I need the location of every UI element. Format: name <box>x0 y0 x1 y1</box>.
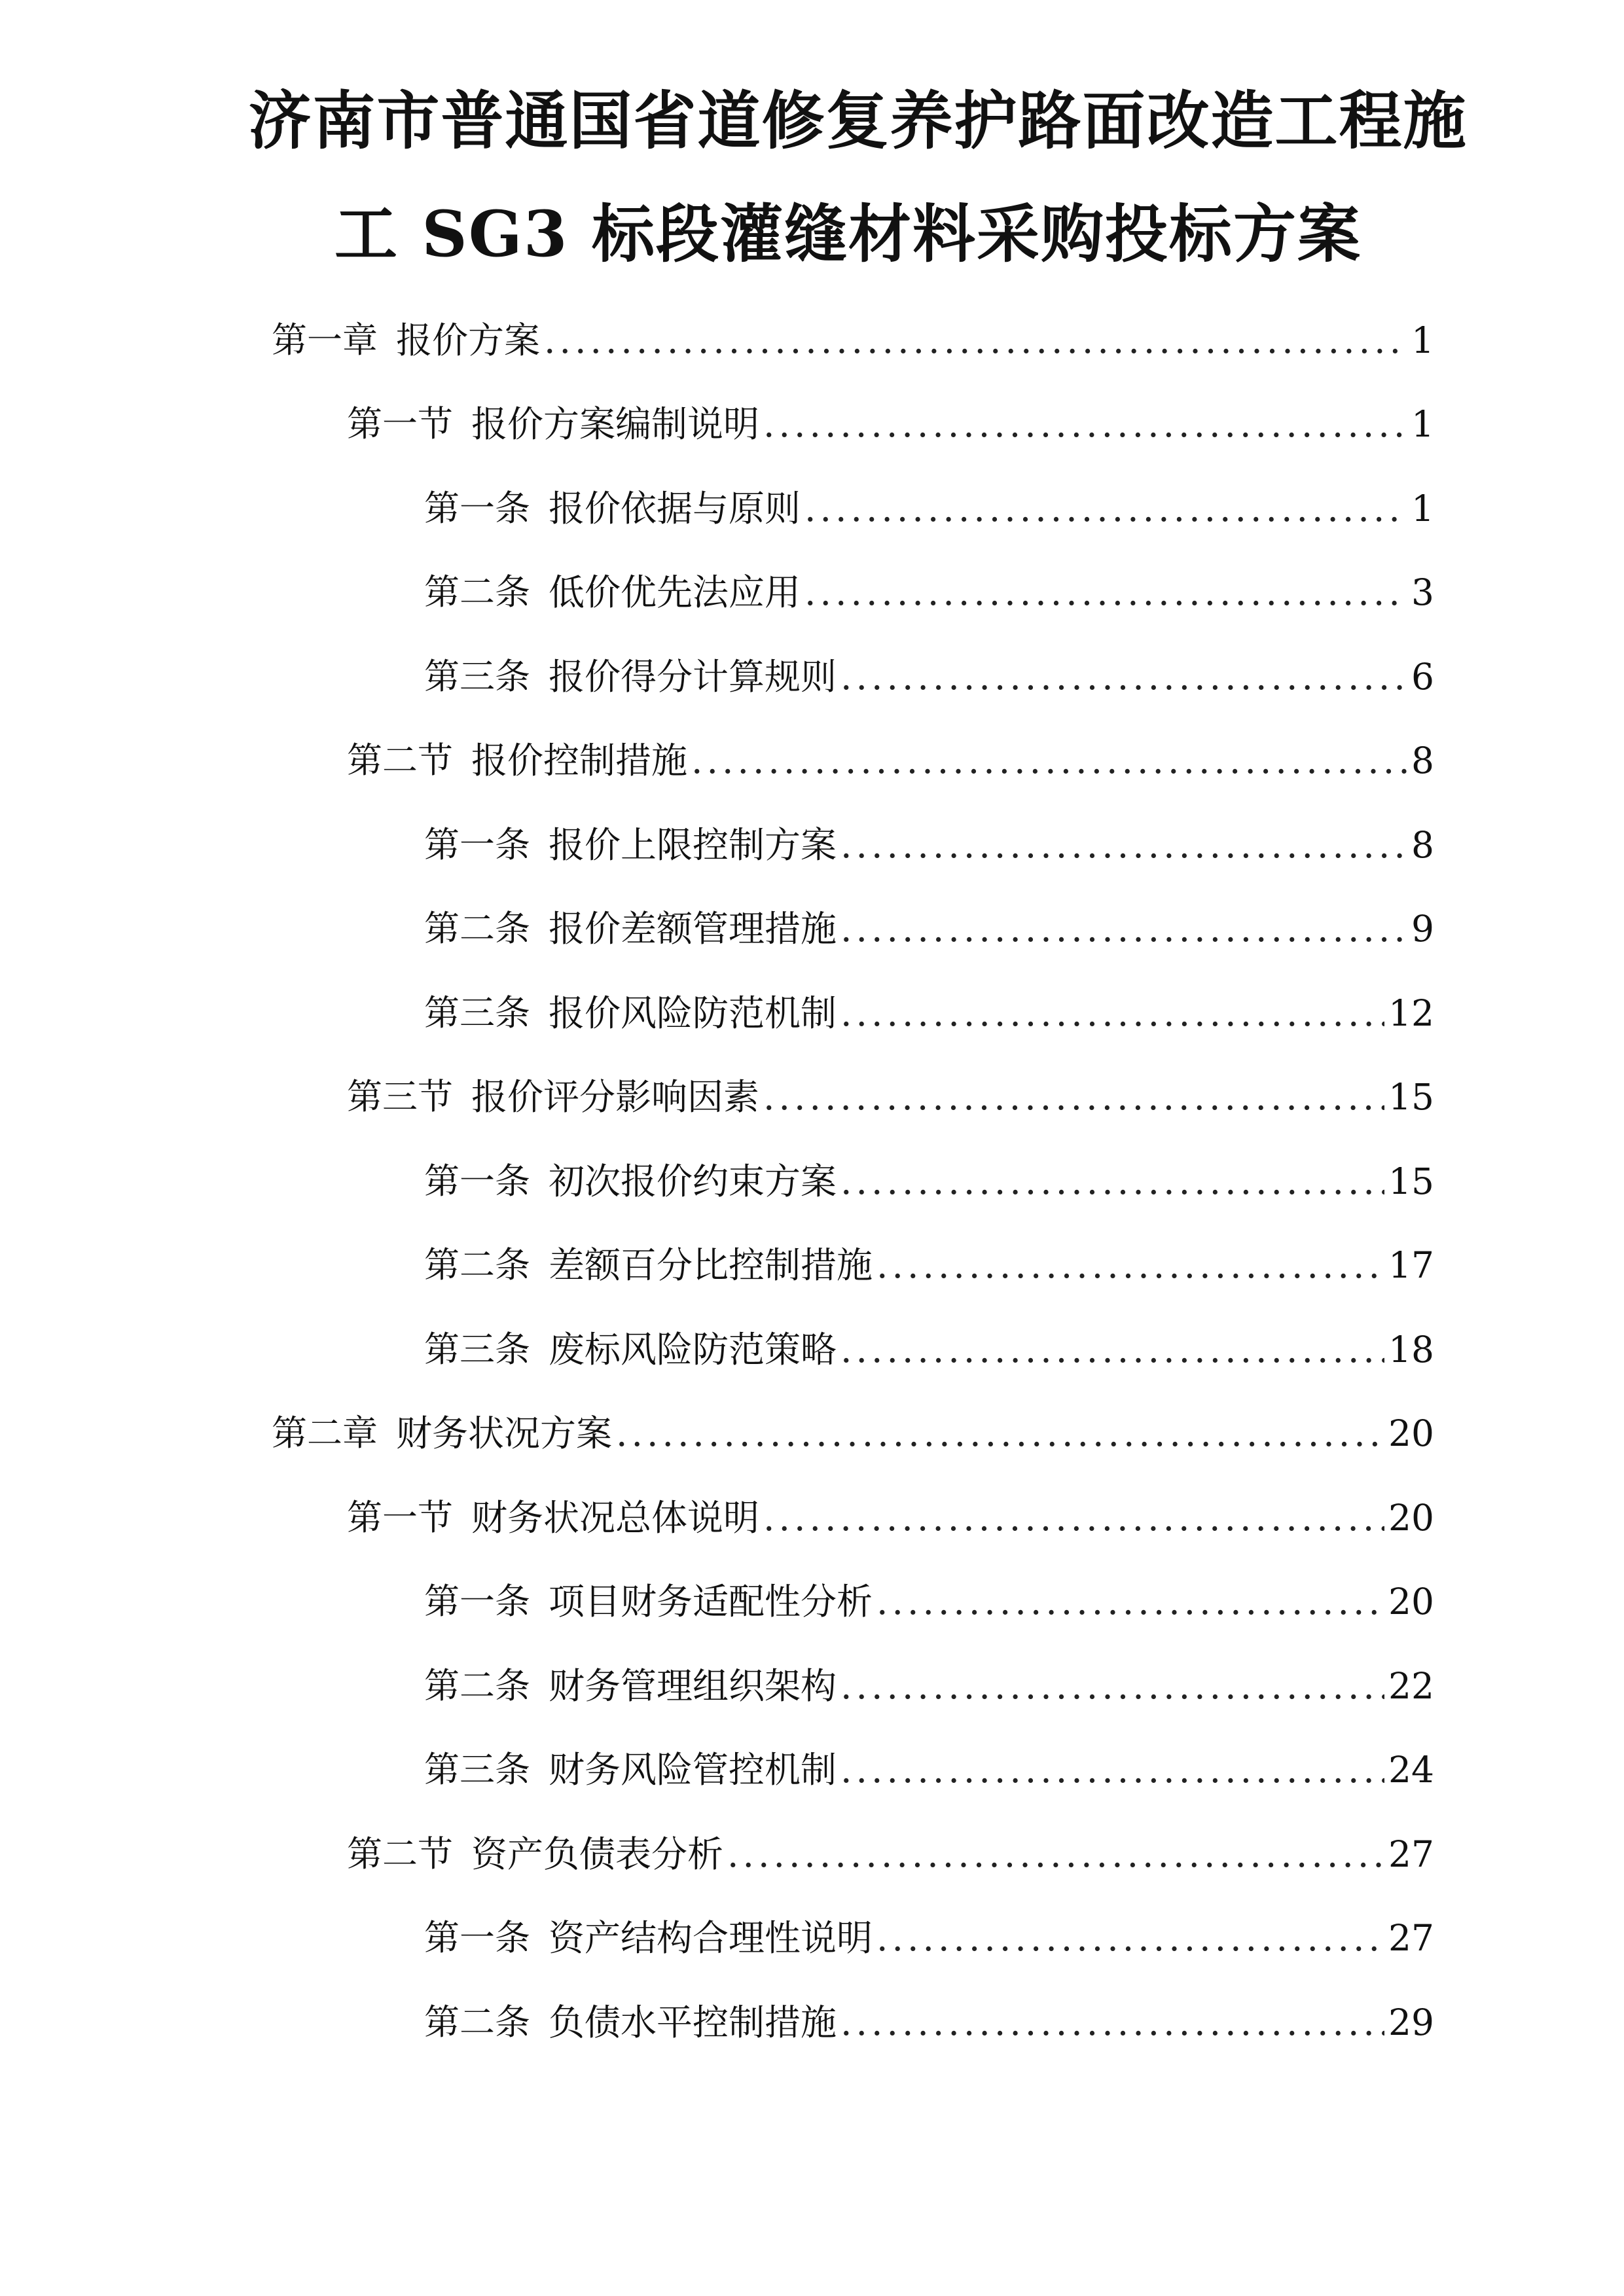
toc-entry-page: 20 <box>1388 1412 1434 1454</box>
toc-entry[interactable] <box>424 1314 1434 1372</box>
toc-dot-leader <box>840 990 1384 1036</box>
toc-dot-leader <box>544 317 1407 363</box>
toc-entry-page: 1 <box>1411 403 1434 445</box>
toc-dot-leader <box>727 1831 1384 1877</box>
toc-entry-page: 12 <box>1388 992 1434 1034</box>
toc-entry-label: 第一节 <box>347 1497 453 1538</box>
toc-entry[interactable] <box>424 641 1434 700</box>
toc-entry[interactable] <box>424 1145 1434 1204</box>
toc-dot-leader <box>763 1495 1384 1541</box>
toc-entry-title: 低价优先法应用 <box>549 571 801 613</box>
toc-entry-page: 1 <box>1411 488 1434 529</box>
toc-entry-title: 报价控制措施 <box>471 740 688 781</box>
toc-entry-label: 第二节 <box>347 1833 453 1874</box>
toc-dot-leader <box>840 822 1407 868</box>
toc-entry-title: 项目财务适配性分析 <box>549 1581 873 1623</box>
toc-entry-label: 第三条 <box>424 992 530 1033</box>
toc-dot-leader <box>840 654 1407 700</box>
toc-entry-page: 15 <box>1388 1076 1434 1118</box>
toc-dot-leader <box>840 1663 1384 1709</box>
toc-dot-leader <box>804 486 1407 531</box>
toc-entry-page: 1 <box>1411 319 1434 361</box>
toc-dot-leader <box>691 738 1407 783</box>
toc-entry-label: 第三条 <box>424 1329 530 1370</box>
toc-entry-page: 9 <box>1411 908 1434 950</box>
toc-entry-label: 第二条 <box>424 1665 530 1706</box>
toc-entry-title: 差额百分比控制措施 <box>549 1244 873 1286</box>
toc-entry-title: 负债水平控制措施 <box>549 2001 837 2043</box>
toc-dot-leader <box>763 401 1407 447</box>
toc-entry-label: 第一条 <box>424 1581 530 1622</box>
toc-entry-title: 财务风险管控机制 <box>549 1749 837 1791</box>
toc-entry[interactable] <box>272 304 1434 363</box>
toc-entry-label: 第二条 <box>424 1244 530 1285</box>
toc-entry-title: 资产结构合理性说明 <box>549 1917 873 1959</box>
toc-entry-label: 第三条 <box>424 656 530 697</box>
toc-entry-page: 3 <box>1411 571 1434 613</box>
toc-entry-page: 15 <box>1388 1160 1434 1202</box>
toc-entry-page: 22 <box>1388 1665 1434 1707</box>
toc-entry-label: 第二条 <box>424 908 530 949</box>
toc-entry-label: 第二节 <box>347 740 453 781</box>
toc-dot-leader <box>616 1410 1384 1456</box>
toc-entry[interactable] <box>424 473 1434 531</box>
toc-entry-page: 24 <box>1388 1749 1434 1791</box>
toc-entry-title: 初次报价约束方案 <box>549 1160 837 1202</box>
toc-entry[interactable] <box>424 1986 1434 2045</box>
document-title-line-1: 济南市普通国省道修复养护路面改造工程施 <box>248 84 1468 158</box>
toc-entry-title: 报价差额管理措施 <box>549 908 837 950</box>
toc-entry-title: 报价方案编制说明 <box>471 403 760 445</box>
toc-entry-label: 第一条 <box>424 824 530 865</box>
toc-entry-page: 8 <box>1411 740 1434 781</box>
toc-entry-page: 18 <box>1388 1329 1434 1371</box>
toc-entry-title: 报价得分计算规则 <box>549 656 837 698</box>
toc-entry[interactable] <box>424 1229 1434 1288</box>
document-title-line-2: 工 SG3 标段灌缝材料采购投标方案 <box>334 197 1362 271</box>
toc-entry[interactable] <box>347 1061 1434 1120</box>
toc-entry[interactable] <box>347 725 1434 783</box>
toc-entry-title: 报价方案 <box>396 319 541 361</box>
toc-entry-label: 第三节 <box>347 1076 453 1117</box>
toc-dot-leader <box>840 906 1407 952</box>
toc-entry[interactable] <box>424 809 1434 868</box>
toc-entry-title: 报价评分影响因素 <box>471 1076 760 1118</box>
toc-entry[interactable] <box>424 1566 1434 1624</box>
toc-entry-title: 财务管理组织架构 <box>549 1665 837 1707</box>
toc-entry-title: 废标风险防范策略 <box>549 1329 837 1371</box>
toc-entry[interactable] <box>424 893 1434 952</box>
toc-entry-page: 20 <box>1388 1581 1434 1623</box>
toc-entry-label: 第一章 <box>272 319 378 361</box>
toc-entry[interactable] <box>424 977 1434 1036</box>
toc-entry-title: 财务状况方案 <box>396 1412 613 1454</box>
toc-entry-label: 第一条 <box>424 1917 530 1958</box>
toc-entry-label: 第一条 <box>424 1160 530 1202</box>
toc-entry-title: 报价依据与原则 <box>549 488 801 529</box>
toc-entry[interactable] <box>272 1397 1434 1456</box>
toc-entry-label: 第一节 <box>347 403 453 444</box>
toc-entry-label: 第二条 <box>424 2001 530 2043</box>
toc-entry-label: 第二章 <box>272 1412 378 1454</box>
toc-entry-page: 17 <box>1388 1244 1434 1286</box>
toc-dot-leader <box>840 1158 1384 1204</box>
toc-entry-page: 27 <box>1388 1833 1434 1875</box>
toc-entry-label: 第三条 <box>424 1749 530 1790</box>
toc-entry-label: 第二条 <box>424 571 530 613</box>
toc-entry[interactable] <box>424 1902 1434 1961</box>
toc-entry-page: 6 <box>1411 656 1434 698</box>
toc-dot-leader <box>840 1327 1384 1372</box>
toc-entry[interactable] <box>347 1482 1434 1541</box>
toc-entry-title: 报价风险防范机制 <box>549 992 837 1034</box>
toc-entry-page: 27 <box>1388 1917 1434 1959</box>
toc-entry[interactable] <box>347 1818 1434 1877</box>
toc-dot-leader <box>840 2000 1384 2045</box>
toc-dot-leader <box>840 1747 1384 1793</box>
toc-dot-leader <box>804 569 1407 615</box>
toc-entry-title: 报价上限控制方案 <box>549 824 837 866</box>
toc-entry-page: 20 <box>1388 1497 1434 1539</box>
toc-entry-title: 资产负债表分析 <box>471 1833 724 1875</box>
toc-entry-title: 财务状况总体说明 <box>471 1497 760 1539</box>
toc-entry[interactable] <box>424 556 1434 615</box>
toc-entry[interactable] <box>347 388 1434 447</box>
toc-dot-leader <box>876 1915 1384 1961</box>
toc-entry-page: 8 <box>1411 824 1434 866</box>
toc-dot-leader <box>876 1242 1384 1288</box>
toc-entry-page: 29 <box>1388 2001 1434 2043</box>
toc-entry[interactable] <box>424 1650 1434 1709</box>
toc-entry[interactable] <box>424 1734 1434 1793</box>
toc-dot-leader <box>876 1579 1384 1624</box>
toc-entry-label: 第一条 <box>424 488 530 529</box>
toc-dot-leader <box>763 1074 1384 1120</box>
